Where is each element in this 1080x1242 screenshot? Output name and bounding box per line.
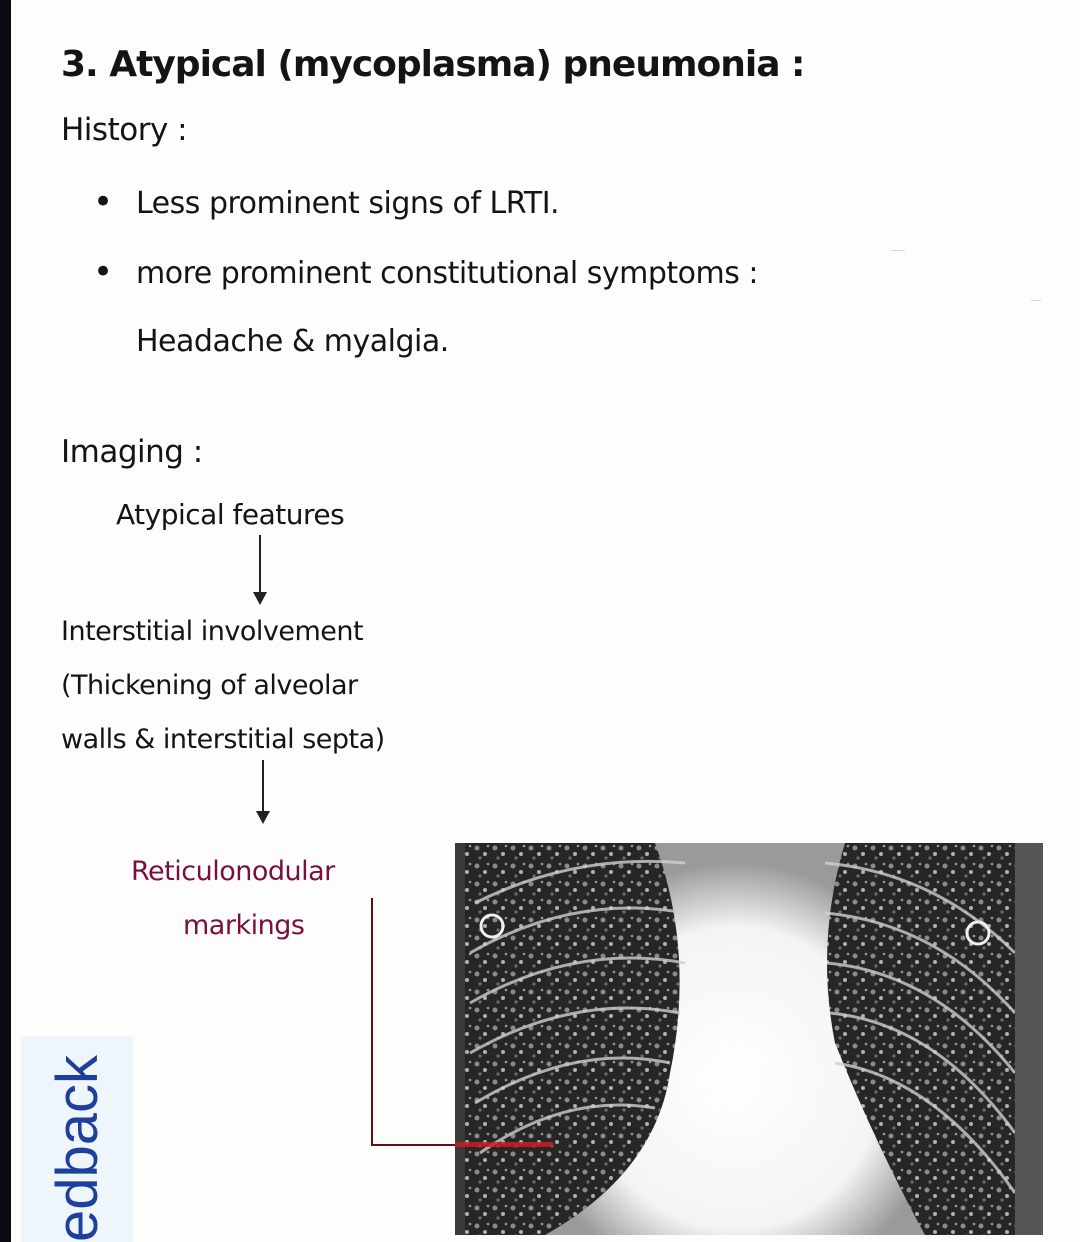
history-bullet-1: • Less prominent signs of LRTI. bbox=[93, 186, 559, 221]
arrow-down-icon bbox=[262, 760, 264, 822]
scan-speck bbox=[891, 250, 905, 251]
history-heading: History : bbox=[61, 112, 188, 148]
imaging-heading: Imaging : bbox=[61, 434, 203, 470]
flow-step-markings: markings bbox=[183, 910, 305, 941]
leader-line-vertical bbox=[371, 898, 373, 1146]
flow-step-atypical-features: Atypical features bbox=[116, 498, 345, 531]
notes-page bbox=[11, 0, 1080, 1242]
history-bullet-2-continuation: Headache & myalgia. bbox=[136, 324, 449, 359]
arrow-down-icon bbox=[259, 535, 261, 603]
chest-xray-image bbox=[455, 843, 1043, 1235]
history-bullet-2: • more prominent constitutional symptoms : bbox=[93, 256, 758, 291]
feedback-tab-label[interactable]: edback bbox=[45, 1054, 110, 1242]
left-edge-bar bbox=[0, 0, 11, 1242]
section-title: 3. Atypical (mycoplasma) pneumonia : bbox=[61, 44, 805, 85]
scan-speck bbox=[1031, 300, 1041, 301]
flow-step-interstitial-line-3: walls & interstitial septa) bbox=[61, 724, 385, 755]
flow-step-interstitial-line-2: (Thickening of alveolar bbox=[61, 670, 358, 701]
flow-step-interstitial-line-1: Interstitial involvement bbox=[61, 616, 364, 647]
flow-step-reticulonodular: Reticulonodular bbox=[131, 856, 335, 887]
